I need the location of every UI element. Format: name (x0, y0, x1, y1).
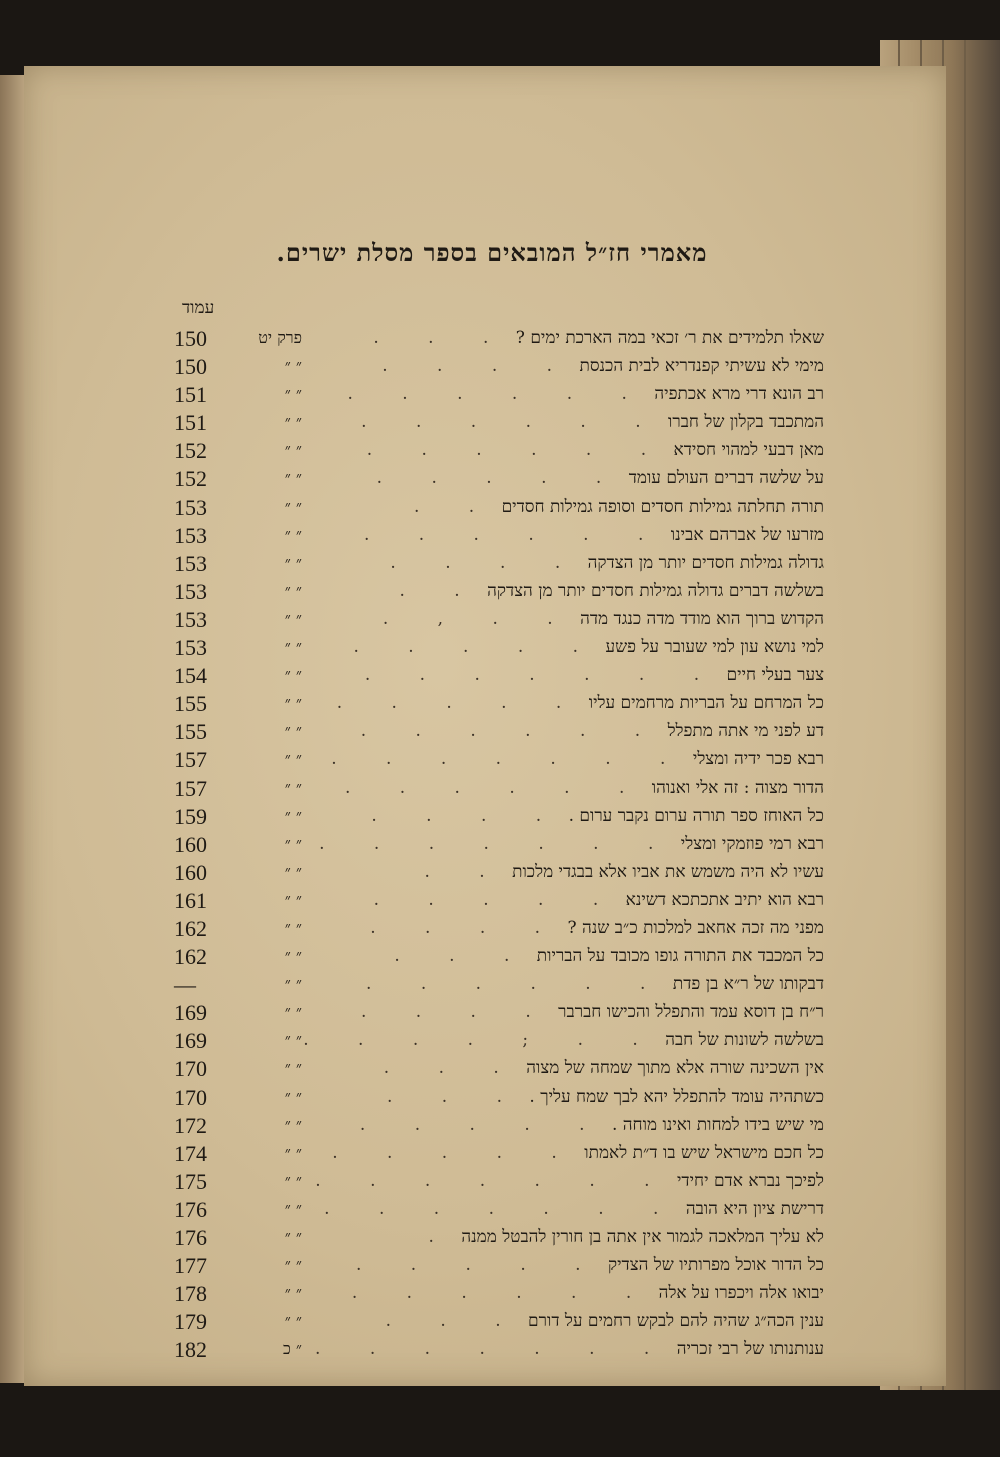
entry-page-number: 175 (174, 1168, 207, 1194)
entry-title-text: מפני מה זכה אחאב למלכות כ״ב שנה ? (567, 917, 824, 938)
entry-chapter: ״ ״ (284, 496, 302, 516)
toc-entry (174, 691, 824, 719)
entry-chapter: ״ כ (283, 1339, 302, 1359)
entry-title-text: גדולה גמילות חסדים יותר מן הצדקה (587, 552, 824, 573)
entry-title (244, 412, 824, 432)
entry-page-number: 179 (174, 1309, 207, 1335)
entry-chapter: ״ ״ (284, 1255, 302, 1275)
entry-chapter: ״ ״ (284, 721, 302, 741)
entry-chapter: פרק יט (258, 328, 302, 347)
entry-title-text: רב הונא דרי מרא אכתפיה (654, 384, 824, 405)
entry-page-number: 151 (174, 382, 207, 408)
entry-leader-dots: . . . . . . . (364, 665, 722, 686)
entry-chapter: ״ ״ (284, 412, 302, 432)
entry-title (244, 721, 824, 741)
toc-entry (174, 382, 824, 410)
entry-chapter: ״ ״ (284, 1311, 302, 1331)
entry-title (244, 1002, 824, 1022)
entry-title (244, 1171, 824, 1191)
entry-page-number: 176 (174, 1225, 207, 1250)
toc-entry (174, 410, 824, 438)
entry-title-text: מי שיש בידו למחות ואינו מוחה . (611, 1114, 824, 1135)
entry-title (244, 778, 824, 798)
entry-title (244, 553, 824, 573)
entry-title (244, 440, 824, 460)
toc-entry (174, 663, 824, 691)
entry-leader-dots: . . . . (370, 917, 563, 938)
entry-leader-dots: . . . . . . . (331, 749, 688, 770)
entry-chapter: ״ ״ (284, 580, 302, 600)
entry-title-text: כל חכם מישראל שיש בו ד״ת לאמתו (584, 1142, 824, 1163)
entry-title-text: למי נושא עון למי שעובר על פשע (605, 637, 824, 658)
entry-title-text: המתכבד בקלון של חברו (668, 412, 824, 433)
toc-entry (174, 860, 824, 888)
entry-leader-dots: . . . . . . (347, 384, 649, 405)
entry-title (244, 525, 824, 545)
entry-title (244, 1255, 824, 1275)
toc-entry (174, 523, 824, 551)
entry-title-text: עשיו לא היה משמש את אביו אלא בבגדי מלכות (512, 861, 824, 882)
entry-title-text: לפיכך נברא אדם יחידי (676, 1170, 824, 1191)
entry-title (244, 1143, 824, 1163)
entry-chapter: ״ ״ (284, 1198, 302, 1218)
entry-page-number: 169 (174, 1028, 207, 1054)
entry-title-text: בשלשה דברים גדולה גמילות חסדים יותר מן הצדקה (487, 580, 824, 601)
entry-leader-dots: . . . . . . (351, 1283, 654, 1304)
entry-title (244, 806, 824, 826)
entry-title (244, 693, 824, 713)
entry-title (244, 609, 824, 629)
entry-leader-dots: . . . . . . . (324, 1198, 681, 1219)
entry-chapter: ״ ״ (284, 693, 302, 713)
entry-leader-dots: . . , . (382, 608, 575, 629)
toc-entry (174, 579, 824, 607)
entry-page-number: 169 (174, 1000, 207, 1026)
toc-entry (174, 804, 824, 832)
entry-leader-dots: . . . . . (336, 693, 584, 714)
entry-title-text: על שלשה דברים העולם עומד (628, 468, 824, 489)
entry-title (244, 1199, 824, 1219)
entry-leader-dots: . . . (394, 946, 532, 967)
entry-page-number: 153 (174, 550, 207, 576)
toc-entry (174, 466, 824, 494)
toc-entry (174, 944, 824, 972)
entry-title (244, 1339, 824, 1359)
entry-chapter: ״ ״ (284, 1114, 302, 1134)
entry-title-text: דבקותו של ר״א בן פדת (672, 974, 824, 995)
entry-leader-dots: . . . . . . (344, 777, 647, 798)
entry-chapter: ״ ״ (284, 861, 302, 881)
entry-title-text: בשלשה לשונות של חבה (665, 1030, 824, 1051)
entry-leader-dots: . . . . (382, 356, 575, 377)
entry-title (244, 1115, 824, 1135)
entry-page-number: — (174, 972, 196, 998)
entry-chapter: ״ ״ (284, 946, 302, 966)
entry-title (244, 946, 824, 966)
entry-title-text: ר״ח בן דוסא עמד והתפלל והכישו חברבר (558, 1002, 824, 1023)
entry-title (244, 665, 824, 685)
entry-title (244, 834, 824, 854)
toc-entry (174, 888, 824, 916)
entry-title (244, 1311, 824, 1331)
entry-page-number: 182 (174, 1337, 207, 1363)
entry-leader-dots: . . . . . (355, 1255, 603, 1276)
entry-page-number: 154 (174, 663, 207, 689)
entry-page-number: 155 (174, 719, 207, 745)
toc-entry (174, 747, 824, 775)
entry-page-number: 157 (174, 747, 207, 773)
toc-entry (174, 776, 824, 804)
entry-chapter: ״ ״ (284, 1002, 302, 1022)
entry-title-text: מימי לא עשיתי קפנדריא לבית הכנסת (579, 356, 824, 377)
entry-leader-dots: . . (399, 580, 482, 601)
entry-leader-dots: . . . . . . . (315, 1339, 672, 1360)
entry-title-text: כל המרחם על הבריות מרחמים עליו (588, 693, 824, 714)
entry-title-text: יבואו אלה ויכפרו על אלה (658, 1283, 824, 1304)
table-of-contents (174, 326, 824, 1365)
entry-leader-dots: . . . (386, 1086, 525, 1107)
entry-leader-dots: . . . (385, 1311, 523, 1332)
entry-chapter: ״ ״ (284, 1170, 302, 1190)
entry-leader-dots: . . . . . . (366, 974, 668, 995)
entry-chapter: ״ ״ (284, 384, 302, 404)
entry-chapter: ״ ״ (284, 524, 302, 544)
left-page-edge (0, 75, 24, 1383)
entry-page-number: 150 (174, 354, 207, 380)
entry-leader-dots: . . (413, 496, 497, 517)
toc-entry (174, 1225, 824, 1253)
entry-title (244, 918, 824, 938)
toc-entry (174, 1281, 824, 1309)
entry-page-number: 150 (174, 326, 207, 351)
entry-page-number: 161 (174, 887, 207, 913)
entry-title (244, 1283, 824, 1303)
entry-title-text: כל הדור אוכל מפרותיו של הצדיק (607, 1255, 824, 1276)
entry-title-text: כשתהיה עומד להתפלל יהא לבך שמח עליך . (529, 1086, 824, 1107)
entry-page-number: 153 (174, 522, 207, 548)
toc-entry (174, 1197, 824, 1225)
entry-page-number: 151 (174, 410, 207, 436)
entry-leader-dots: . . . . . . (366, 440, 669, 461)
toc-entry (174, 1056, 824, 1084)
toc-entry (174, 1028, 824, 1056)
entry-page-number: 177 (174, 1253, 207, 1279)
entry-chapter: ״ ״ (284, 1030, 302, 1050)
toc-entry (174, 1309, 824, 1337)
entry-title-text: שאלו תלמידים את ר׳ זכאי במה הארכת ימים ? (515, 328, 824, 348)
entry-chapter: ״ ״ (284, 608, 302, 628)
entry-chapter: ״ ״ (284, 440, 302, 460)
entry-leader-dots: . . . . . (332, 1142, 579, 1163)
toc-entry (174, 438, 824, 466)
entry-leader-dots: . . . . . . (361, 412, 663, 433)
entry-page-number: 152 (174, 438, 207, 464)
entry-title (244, 384, 824, 404)
entry-title-text: דרישת ציון היא הובה (685, 1198, 824, 1219)
entry-leader-dots: . . . . . . (363, 524, 666, 545)
entry-leader-dots: . . . . . (359, 1114, 607, 1135)
entry-chapter: ״ ״ (284, 1058, 302, 1078)
toc-entry (174, 916, 824, 944)
book-page (24, 66, 946, 1386)
entry-leader-dots: . . . . (390, 552, 583, 573)
entry-title-text: כל המכבד את התורה גופו מכובד על הבריות (536, 946, 824, 967)
entry-chapter: ״ ״ (284, 889, 302, 909)
entry-title-text: מזרעו של אברהם אבינו (670, 524, 824, 545)
entry-page-number: 153 (174, 606, 207, 632)
entry-leader-dots: . . . (383, 1058, 521, 1079)
entry-title (244, 1030, 824, 1050)
entry-page-number: 162 (174, 944, 207, 970)
entry-page-number: 153 (174, 494, 207, 520)
toc-entry (174, 495, 824, 523)
entry-page-number: 159 (174, 803, 207, 829)
entry-chapter: ״ ״ (284, 468, 302, 488)
entry-leader-dots: . . . . . . . (315, 1170, 672, 1191)
entry-page-number: 153 (174, 635, 207, 661)
toc-entry (174, 1141, 824, 1169)
toc-entry (174, 635, 824, 663)
entry-page-number: 170 (174, 1056, 207, 1082)
entry-title (244, 749, 824, 769)
entry-title-text: כל האוחז ספר תורה ערום נקבר ערום . (568, 805, 824, 826)
entry-leader-dots: . . ; . . . . (303, 1030, 660, 1051)
entry-leader-dots: . . . . (360, 1002, 553, 1023)
entry-title-text: אין השכינה שורה אלא מתוך שמחה של מצוה (526, 1058, 824, 1079)
entry-title-text: רבא רמי פוזמקי ומצלי (680, 833, 824, 854)
entry-chapter: ״ ״ (284, 749, 302, 769)
toc-entry (174, 1169, 824, 1197)
entry-page-number: 160 (174, 859, 207, 885)
page-title: מאמרי חז״ל המובאים בספר מסלת ישרים. (276, 238, 708, 267)
entry-leader-dots: . . (424, 861, 507, 882)
entry-chapter: ״ ״ (284, 1283, 302, 1303)
entry-title (244, 497, 824, 517)
entry-title (244, 328, 824, 348)
entry-page-number: 170 (174, 1084, 207, 1110)
entry-chapter: ״ ״ (284, 833, 302, 853)
entry-page-number: 160 (174, 831, 207, 857)
entry-title (244, 581, 824, 601)
entry-chapter: ״ ״ (284, 356, 302, 376)
entry-page-number: 162 (174, 915, 207, 941)
entry-chapter: ״ ״ (284, 805, 302, 825)
entry-leader-dots: . . . . . . (360, 721, 663, 742)
entry-leader-dots: . (428, 1227, 456, 1247)
entry-title (244, 1227, 824, 1247)
entry-title-text: ענין הכה״ג שהיה להם לבקש רחמים על דורם (528, 1311, 824, 1332)
entry-chapter: ״ ״ (284, 917, 302, 937)
toc-entry (174, 1253, 824, 1281)
toc-entry (174, 326, 824, 354)
entry-page-number: 157 (174, 775, 207, 801)
entry-title (244, 356, 824, 376)
toc-entry (174, 1085, 824, 1113)
entry-chapter: ״ ״ (284, 552, 302, 572)
toc-entry (174, 551, 824, 579)
toc-entry (174, 972, 824, 1000)
entry-page-number: 152 (174, 466, 207, 492)
entry-chapter: ״ ״ (284, 974, 302, 994)
toc-entry (174, 354, 824, 382)
entry-title (244, 974, 824, 994)
entry-title-text: רבא פכר ידיה ומצלי (692, 749, 824, 770)
entry-title (244, 890, 824, 910)
entry-page-number: 153 (174, 578, 207, 604)
entry-chapter: ״ ״ (284, 665, 302, 685)
entry-page-number: 174 (174, 1140, 207, 1166)
entry-title-text: הקדוש ברוך הוא מודד מדה כנגד מדה (580, 608, 824, 629)
entry-title-text: לא עליך המלאכה לגמור אין אתה בן חורין להבטל ממנה (461, 1227, 824, 1247)
entry-title-text: מאן דבעי למהוי חסידא (673, 440, 824, 461)
entry-leader-dots: . . . (373, 328, 511, 348)
entry-chapter: ״ ״ (284, 777, 302, 797)
entry-leader-dots: . . . . . (373, 889, 621, 910)
entry-title-text: ענותנותו של רבי זכריה (676, 1339, 824, 1360)
toc-entry (174, 719, 824, 747)
entry-page-number: 178 (174, 1281, 207, 1307)
entry-title-text: צער בעלי חיים (726, 665, 824, 686)
entry-leader-dots: . . . . . (376, 468, 624, 489)
page-column-header: עמוד (182, 298, 215, 318)
entry-title (244, 637, 824, 657)
toc-entry (174, 832, 824, 860)
entry-title (244, 468, 824, 488)
entry-page-number: 155 (174, 691, 207, 717)
entry-title (244, 862, 824, 882)
entry-title-text: רבא הוא יתיב אתכתכא דשינא (625, 889, 824, 910)
entry-title-text: תורה תחלתה גמילות חסדים וסופה גמילות חסדים (501, 496, 824, 517)
entry-title-text: דע לפני מי אתה מתפלל (667, 721, 824, 742)
entry-title-text: הדור מצוה : זה אלי ואנוהו (651, 777, 824, 798)
entry-chapter: ״ ״ (284, 1227, 302, 1246)
entry-leader-dots: . . . . . . . (319, 833, 676, 854)
entry-title (244, 1058, 824, 1078)
toc-entry (174, 1113, 824, 1141)
toc-entry (174, 607, 824, 635)
entry-leader-dots: . . . . (371, 805, 564, 826)
toc-entry (174, 1000, 824, 1028)
entry-chapter: ״ ״ (284, 1142, 302, 1162)
toc-entry (174, 1337, 824, 1365)
entry-chapter: ״ ״ (284, 1086, 302, 1106)
entry-leader-dots: . . . . . (353, 637, 601, 658)
entry-page-number: 176 (174, 1196, 207, 1222)
entry-chapter: ״ ״ (284, 637, 302, 657)
entry-page-number: 172 (174, 1112, 207, 1138)
entry-title (244, 1087, 824, 1107)
